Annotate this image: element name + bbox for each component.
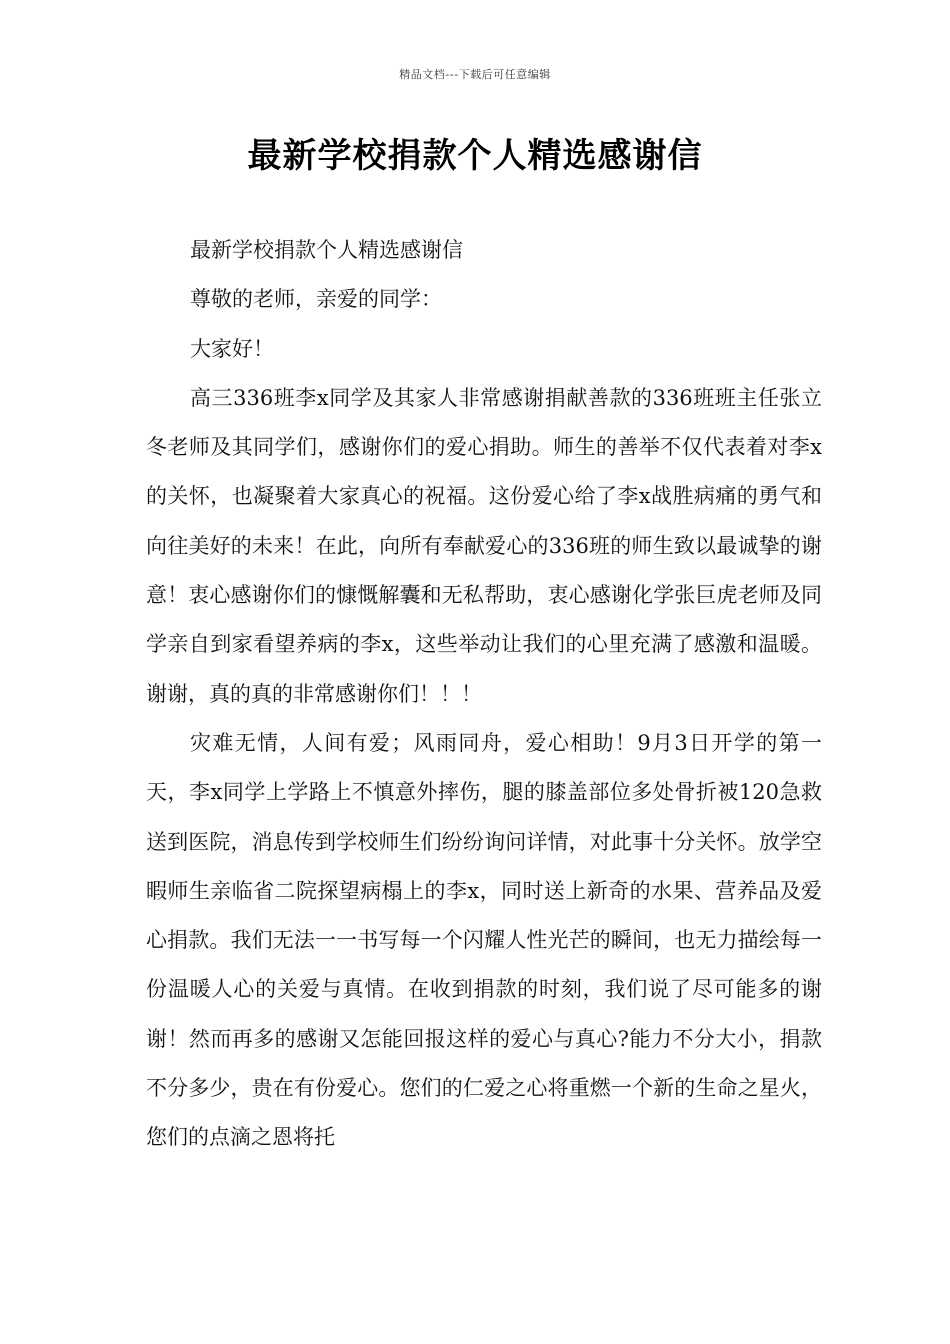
paragraph-body-2: 灾难无情，人间有爱；风雨同舟，爱心相助！9月3日开学的第一天，李x同学上学路上不慎意外摔伤，腿的膝盖部位多处骨折被120急救送到医院，消息传到学校师生们纷纷询问详情，对此事十分关怀。放学空暇师生亲临省二院探望病榻上的李x，同时送上新奇的水果、营养品及爱心捐款。我们无法一一书写每一个闪耀人性光芒的瞬间，也无力描绘每一份温暖人心的关爱与真情。在收到捐款的时刻，我们说了尽可能多的谢谢！然而再多的感谢又怎能回报这样的爱心与真心?能力不分大小，捐款不分多少，贵在有份爱心。您们的仁爱之心将重燃一个新的生命之星火，您们的点滴之恩将托 [146,730,822,1150]
header-note: 精品文档---下载后可任意编辑 [399,68,551,81]
paragraph-body-1: 高三336班李x同学及其家人非常感谢捐献善款的336班班主任张立冬老师及其同学们，感谢你们的爱心捐助。师生的善举不仅代表着对李x的关怀，也凝聚着大家真心的祝福。这份爱心给了李x战胜病痛的勇气和向往美好的未来！在此，向所有奉献爱心的336班的师生致以最诚挚的谢意！衷心感谢你们的慷慨解囊和无私帮助，衷心感谢化学张巨虎老师及同学亲自到家看望养病的李x，这些举动让我们的心里充满了感激和温暖。谢谢，真的真的非常感谢你们！！！ [146,385,822,706]
paragraph-subtitle: 最新学校捐款个人精选感谢信 [190,238,463,262]
paragraph-greeting: 大家好！ [190,336,274,361]
document-body [146,226,822,1163]
document-title: 最新学校捐款个人精选感谢信 [247,136,703,176]
paragraph-salutation: 尊敬的老师，亲爱的同学： [190,287,442,312]
